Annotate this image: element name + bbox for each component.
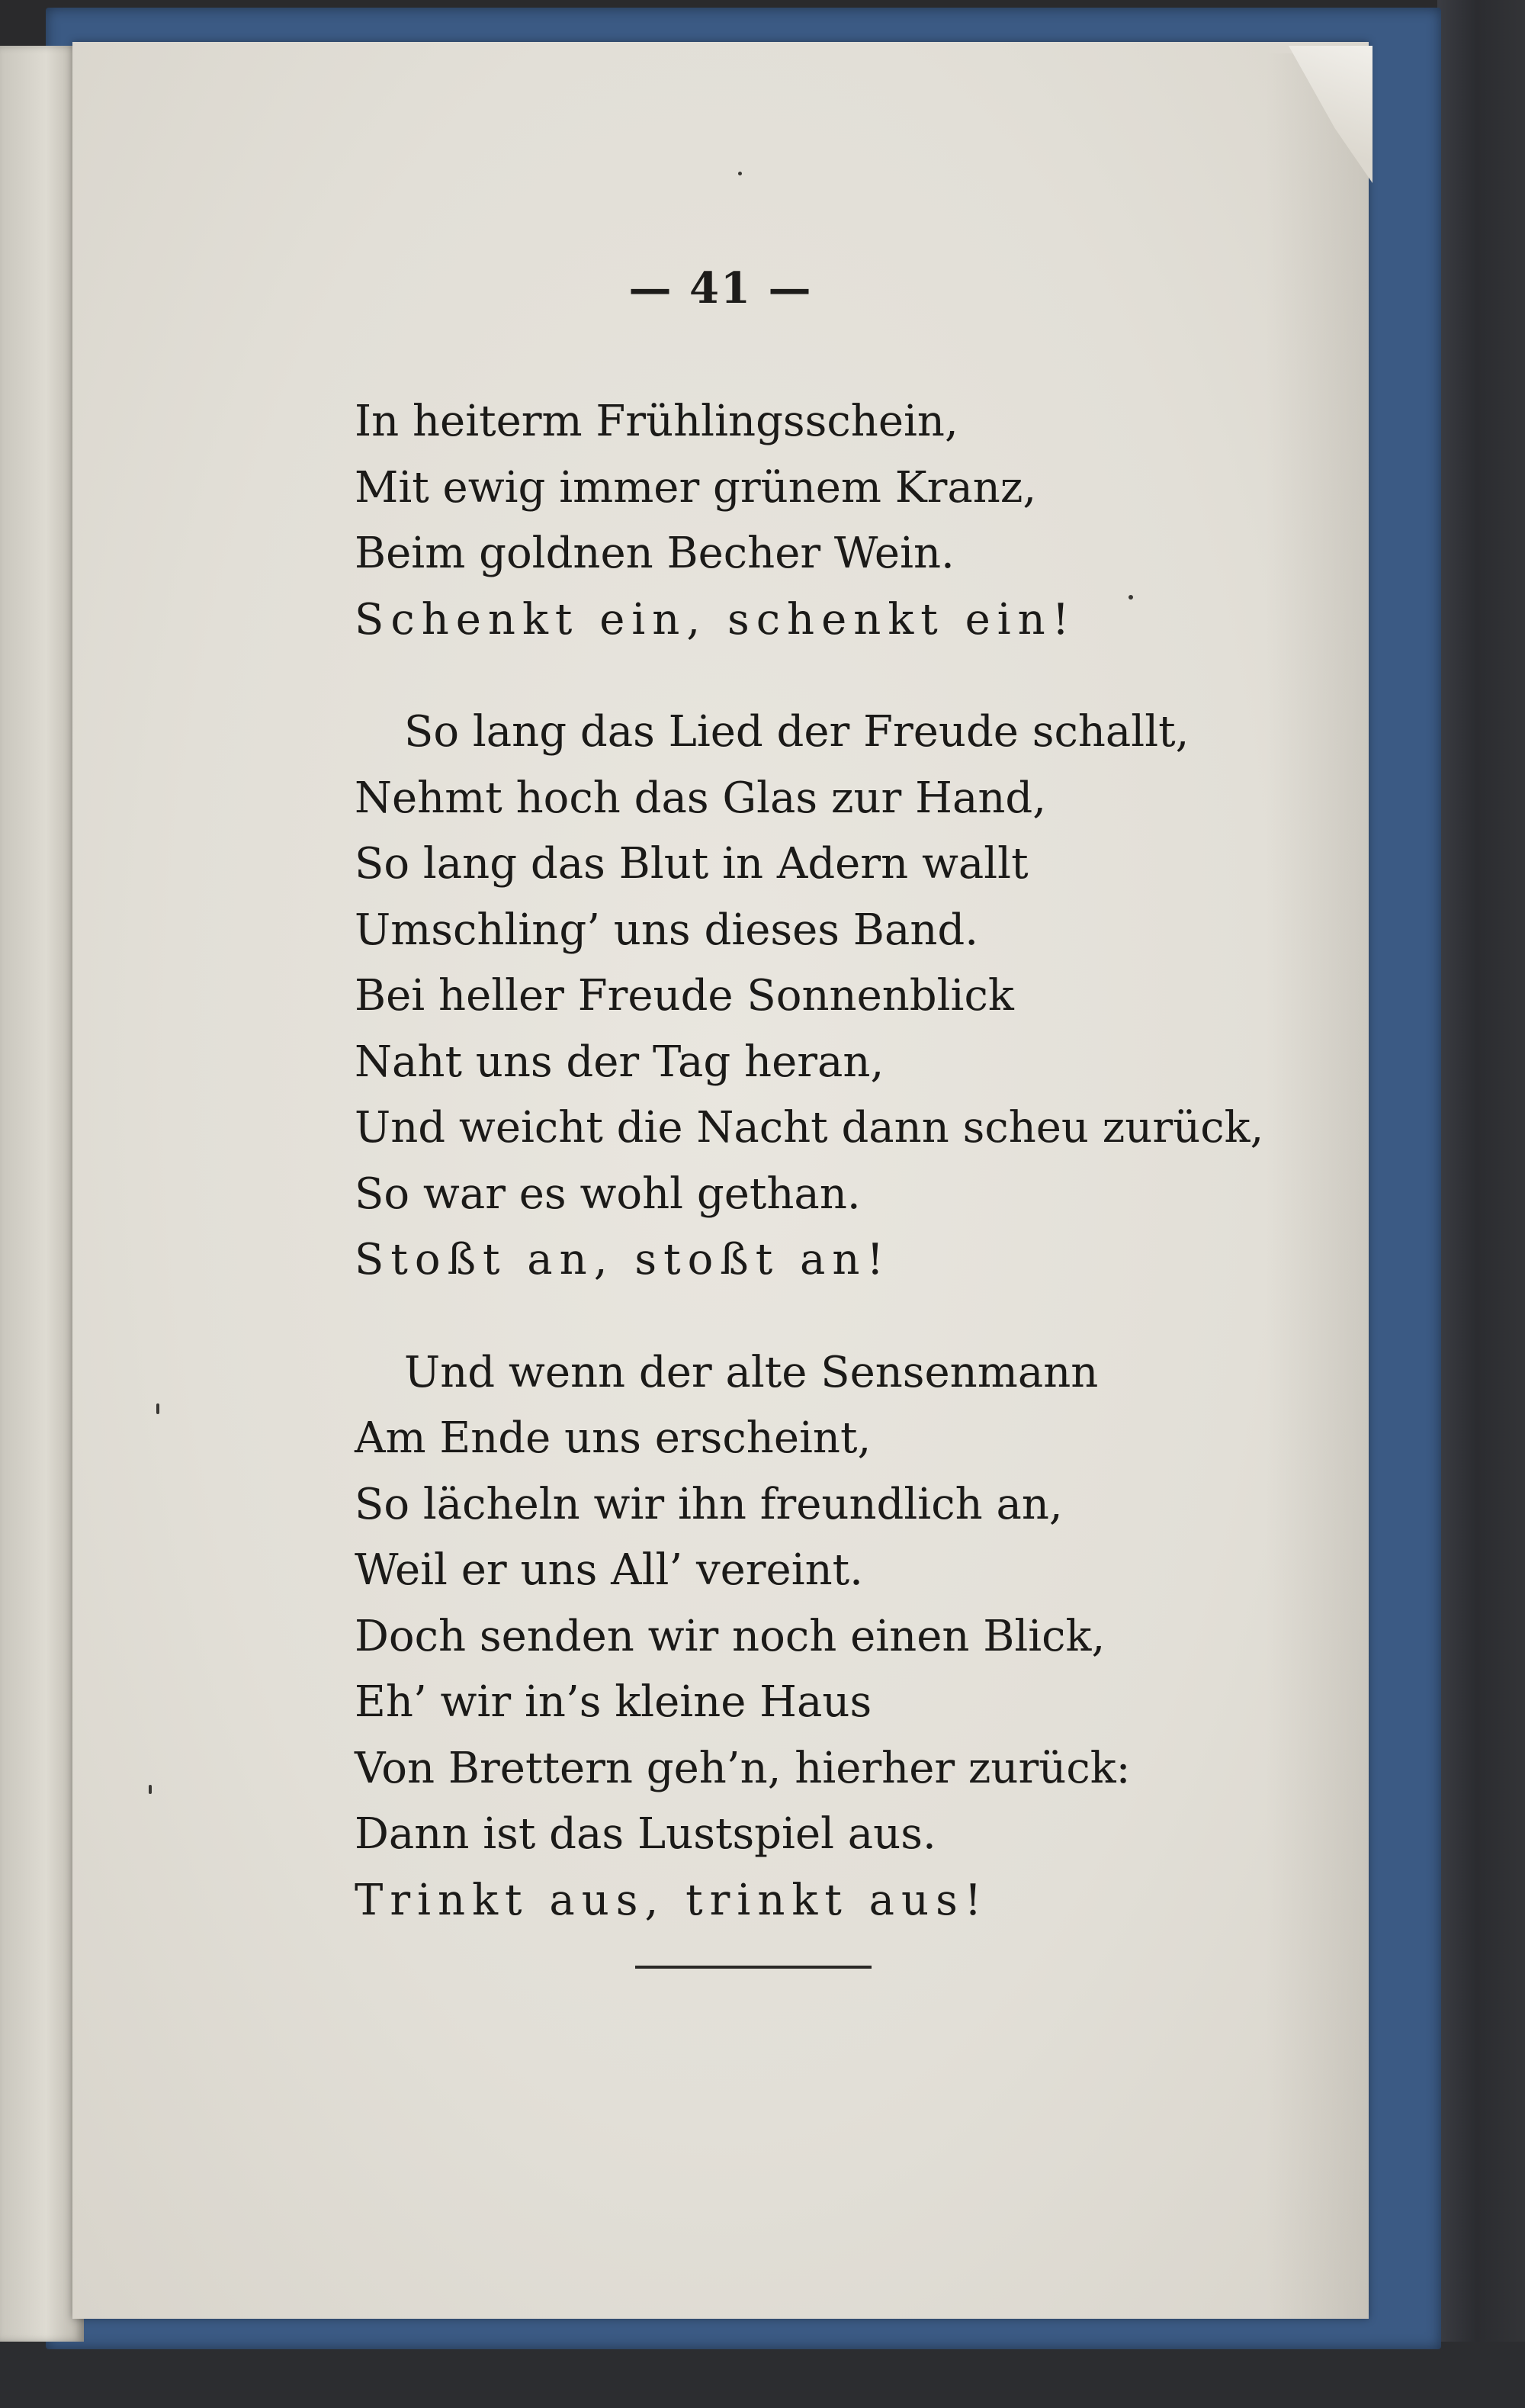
poem-refrain: Trinkt aus, trinkt aus! <box>355 1875 989 1925</box>
poem-text <box>355 389 1346 1934</box>
stanza-break <box>355 1294 1346 1340</box>
poem-line: Am Ende uns erscheint, <box>355 1413 872 1463</box>
page-edge-shading <box>1266 53 1369 2319</box>
book-page <box>72 42 1369 2319</box>
poem-line: Eh’ wir in’s kleine Haus <box>355 1677 872 1727</box>
poem-line: Naht uns der Tag heran, <box>355 1037 884 1087</box>
stanza-break <box>355 653 1346 699</box>
table-surface-bottom <box>0 2342 1525 2408</box>
page-number: — 41 — <box>628 263 813 313</box>
poem-line: Und wenn der alte Sensenmann <box>404 1347 1099 1397</box>
poem-line: So war es wohl gethan. <box>355 1169 861 1219</box>
poem-line: In heiterm Frühlingsschein, <box>355 397 958 446</box>
poem-line: Weil er uns All’ vereint. <box>355 1545 863 1595</box>
poem-line: Und weicht die Nacht dann scheu zurück, <box>355 1103 1264 1153</box>
table-surface-right <box>1437 0 1525 2408</box>
poem-line: Von Brettern geh’n, hierher zurück: <box>355 1743 1131 1793</box>
poem-line: Beim goldnen Becher Wein. <box>355 529 955 578</box>
poem-line: Umschling’ uns dieses Band. <box>355 905 979 955</box>
facing-page-edge <box>0 46 84 2342</box>
ink-speck <box>1128 595 1133 600</box>
poem-line: Bei heller Freude Sonnenblick <box>355 971 1014 1021</box>
ink-speck <box>156 1403 159 1414</box>
poem-line: Nehmt hoch das Glas zur Hand, <box>355 773 1047 823</box>
ink-speck <box>149 1785 152 1794</box>
poem-line: So lang das Lied der Freude schallt, <box>404 707 1190 757</box>
poem-refrain: Stoßt an, stoßt an! <box>355 1235 891 1284</box>
poem-line: Mit ewig immer grünem Kranz, <box>355 462 1037 513</box>
poem-line: So lang das Blut in Adern wallt <box>355 839 1029 889</box>
closing-rule <box>635 1966 872 1969</box>
poem-line: Dann ist das Lustspiel aus. <box>355 1809 936 1859</box>
poem-line: Doch senden wir noch einen Blick, <box>355 1611 1106 1661</box>
poem-line: So lächeln wir ihn freundlich an, <box>355 1479 1063 1529</box>
poem-refrain: Schenkt ein, schenkt ein! <box>355 594 1077 645</box>
ink-speck <box>738 172 742 175</box>
